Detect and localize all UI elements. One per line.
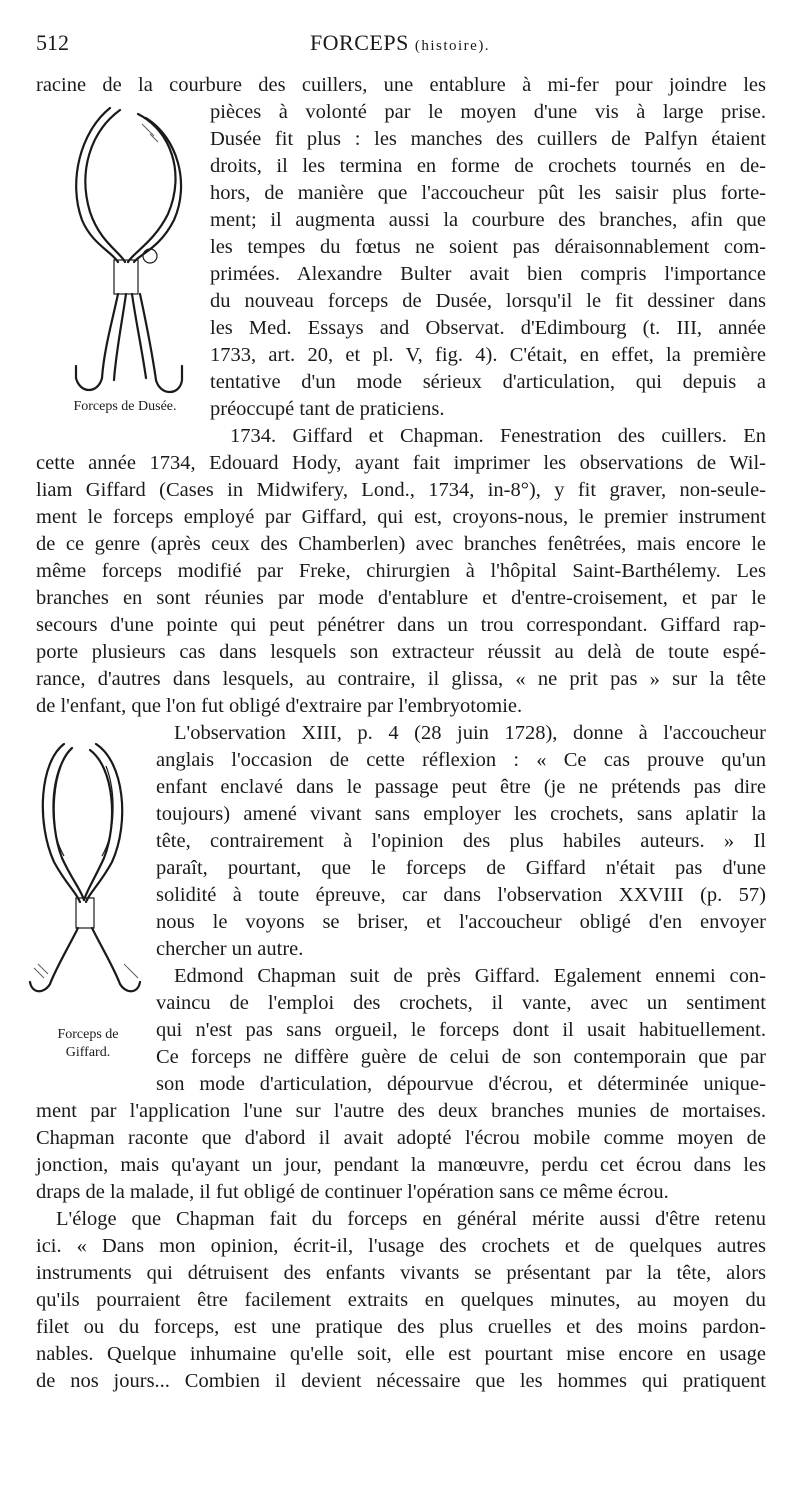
text-line: tentative d'un mode sérieux d'articulation, qui depuis a [210,371,766,393]
text-line: 1733, art. 20, et pl. V, fig. 4). C'était, en effet, la première [210,344,766,366]
text-line: primées. Alexandre Bulter avait bien compris l'importance [210,263,766,285]
giffard-caption-line1: Forceps de [57,1027,119,1042]
running-head-subtitle: (histoire). [414,38,491,54]
giffard-figure-caption [36,1026,140,1062]
giffard-caption-line2: Giffard. [65,1045,111,1060]
text-line: anglais l'occasion de cette réflexion : « Ce cas prouve qu'un [156,749,766,771]
text-line: qui n'est pas sans orgueil, le forceps dont il usait habituellement. [156,1019,766,1041]
text-line: nous le voyons se briser, et l'accoucheur obligé d'en envoyer [156,911,766,933]
text-line: Ce forceps ne diffère guère de celui de son contemporain que par [156,1046,766,1068]
text-line: du nouveau forceps de Dusée, lorsqu'il le fit dessiner dans [210,290,766,312]
text-line: Chapman raconte que d'abord il avait adopté l'écrou mobile comme moyen de [36,1127,766,1149]
text-line: pièces à volonté par le moyen d'une vis à large prise. [210,101,766,123]
giffard-forceps-illustration [20,732,148,998]
text-line: Edmond Chapman suit de près Giffard. Egalement ennemi con- [174,965,766,987]
dusee-forceps-illustration [50,102,200,398]
text-line: cette année 1734, Edouard Hody, ayant fait imprimer les observations de Wil- [36,452,766,474]
text-line: filet ou du forceps, est une pratique des plus cruelles et des moins pardon- [36,1316,766,1338]
text-line: ment; il augmenta aussi la courbure des branches, afin que [210,209,766,231]
text-line: porte plusieurs cas dans lesquels son extracteur réussit au delà de toute espé- [36,641,766,663]
text-line: préoccupé tant de praticiens. [210,398,445,420]
text-line: vaincu de l'emploi des crochets, il vante, avec un sentiment [156,992,766,1014]
page-number: 512 [36,30,69,55]
text-line: ment le forceps employé par Giffard, qui est, croyons-nous, le premier instrument [36,506,766,528]
text-line: ici. « Dans mon opinion, écrit-il, l'usage des crochets et de quelques autres [36,1235,766,1257]
text-line: tête, contrairement à l'opinion des plus habiles auteurs. » Il [156,830,766,852]
text-line: de nos jours... Combien il devient nécessaire que les hommes qui pratiquent [36,1370,766,1392]
text-line: enfant enclavé dans le passage peut être (je ne prétends pas dire [156,776,766,798]
text-line: ment par l'application l'une sur l'autre des deux branches munies de mortaises. [36,1100,766,1122]
text-line: nables. Quelque inhumaine qu'elle soit, elle est pourtant mise encore en usage [36,1343,766,1365]
text-line: qu'ils pourraient être facilement extraits en quelques minutes, au moyen du [36,1289,766,1311]
text-line: chercher un autre. [156,938,304,960]
running-head [0,30,800,56]
text-line: hors, de manière que l'accoucheur pût les saisir plus forte- [210,182,766,204]
text-line: branches en sont réunies par mode d'entablure et d'entre-croisement, et par le [36,587,766,609]
text-line: solidité à toute épreuve, car dans l'observation XXVIII (p. 57) [156,884,766,906]
text-line: de l'enfant, que l'on fut obligé d'extraire par l'embryotomie. [36,695,523,717]
text-line: L'éloge que Chapman fait du forceps en général mérite aussi d'être retenu [56,1208,766,1230]
section-heading-line: 1734. Giffard et Chapman. Fenestration des cuillers. En [230,425,766,447]
text-line: son mode d'articulation, dépourvue d'écrou, et déterminée unique- [156,1073,766,1095]
text-line: secours d'une pointe qui peut pénétrer dans un trou correspondant. Giffard rap- [36,614,766,636]
text-line: les Med. Essays and Observat. d'Edimbourg (t. III, année [210,317,766,339]
text-line: les tempes du fœtus ne soient pas déraisonnablement com- [210,236,766,258]
text-line: Dusée fit plus : les manches des cuillers de Palfyn étaient [210,128,766,150]
text-line: racine de la courbure des cuillers, une entablure à mi-fer pour joindre les [36,74,766,96]
text-line: même forceps modifié par Freke, chirurgien à l'hôpital Saint-Barthélemy. Les [36,560,766,582]
text-line: droits, il les termina en forme de crochets tournés en de- [210,155,766,177]
text-line: de ce genre (après ceux des Chamberlen) avec branches fenêtrées, mais encore le [36,533,766,555]
text-line: toujours) amené vivant sans employer les crochets, sans aplatir la [156,803,766,825]
text-line: draps de la malade, il fut obligé de continuer l'opération sans ce même écrou. [36,1181,669,1203]
dusee-figure-caption: Forceps de Dusée. [73,399,177,414]
text-line: jonction, mais qu'ayant un jour, pendant la manœuvre, perdu cet écrou dans les [36,1154,766,1176]
running-head-title: FORCEPS [309,30,409,55]
text-line: paraît, pourtant, que le forceps de Giffard n'était pas d'une [156,857,766,879]
text-line: rance, d'autres dans lesquels, au contraire, il glissa, « ne prit pas » sur la tête [36,668,766,690]
text-line: instruments qui détruisent des enfants vivants se présentant par la tête, alors [36,1262,766,1284]
text-line: L'observation XIII, p. 4 (28 juin 1728), donne à l'accoucheur [174,722,766,744]
page-header [0,30,800,60]
text-line: liam Giffard (Cases in Midwifery, Lond., 1734, in-8°), y fit graver, non-seule- [36,479,766,501]
